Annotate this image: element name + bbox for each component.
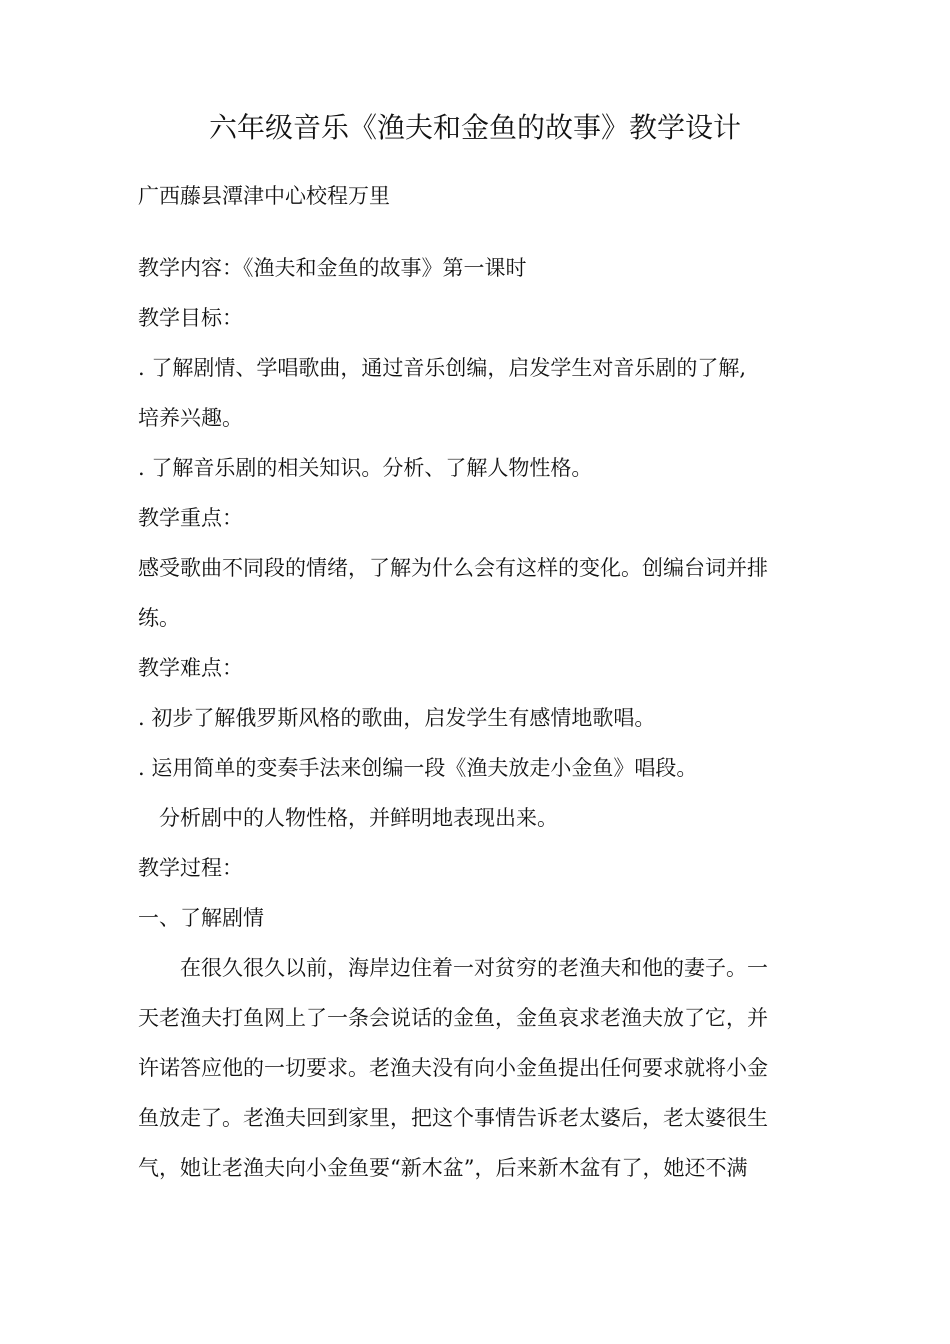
goal-2: . 了解音乐剧的相关知识。分析、了解人物性格。 <box>138 456 593 480</box>
goal-1-line-2: 培养兴趣。 <box>138 406 243 430</box>
difficulty-2: . 运用简单的变奏手法来创编一段《渔夫放走小金鱼》唱段。 <box>138 756 698 780</box>
difficulty-3: 分析剧中的人物性格，并鲜明地表现出来。 <box>138 806 558 830</box>
heading-difficulties: 教学难点： <box>138 656 243 680</box>
document-title: 六年级音乐《渔夫和金鱼的故事》教学设计 <box>208 111 741 144</box>
key-points-line-1: 感受歌曲不同段的情绪，了解为什么会有这样的变化。创编台词并排 <box>138 556 768 580</box>
goal-1-line-1: . 了解剧情、学唱歌曲，通过音乐创编，启发学生对音乐剧的了解, <box>138 356 747 380</box>
heading-goals: 教学目标： <box>138 306 243 330</box>
story-line-1: 在很久很久以前，海岸边住着一对贫穷的老渔夫和他的妻子。一 <box>138 956 768 980</box>
heading-process: 教学过程： <box>138 856 243 880</box>
teaching-content: 教学内容：《渔夫和金鱼的故事》第一课时 <box>138 256 527 280</box>
key-points-line-2: 练。 <box>138 606 180 630</box>
story-line-3: 许诺答应他的一切要求。老渔夫没有向小金鱼提出任何要求就将小金 <box>138 1056 768 1080</box>
heading-key-points: 教学重点： <box>138 506 243 530</box>
story-line-4: 鱼放走了。老渔夫回到家里，把这个事情告诉老太婆后，老太婆很生 <box>138 1106 768 1130</box>
section-1-heading: 一、了解剧情 <box>138 906 264 930</box>
story-line-2: 天老渔夫打鱼网上了一条会说话的金鱼，金鱼哀求老渔夫放了它，并 <box>138 1006 768 1030</box>
difficulty-1: . 初步了解俄罗斯风格的歌曲，启发学生有感情地歌唱。 <box>138 706 656 730</box>
story-line-5: 气，她让老渔夫向小金鱼要“新木盆”，后来新木盆有了，她还不满 <box>138 1156 748 1180</box>
author-line: 广西藤县潭津中心校程万里 <box>138 184 390 208</box>
